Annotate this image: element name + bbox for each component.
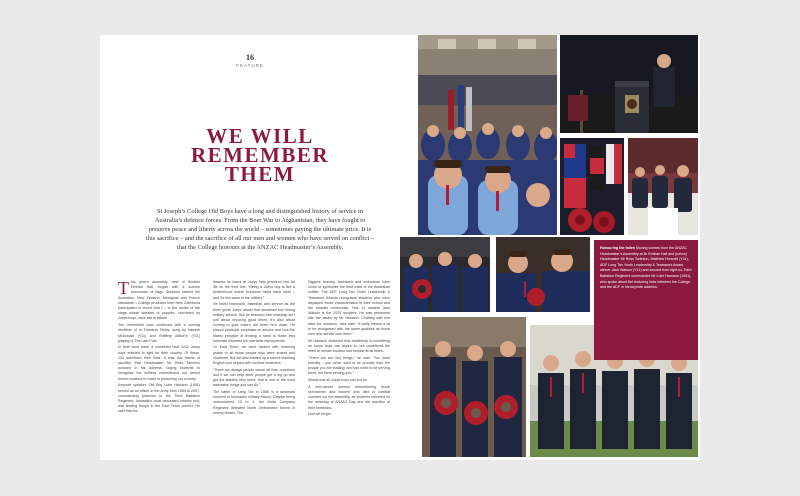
body-column-3 [308,280,390,419]
body-column-2 [213,280,295,418]
body-paragraph: Diggers’ bravery, teamwork and endurance have come to symbolise the best traits of the Australian soldier. The ADF Long Tan Youth Leadership & Teamwork Awards recognises students who have displayed those characteristics in their school and the broader community. Year 11 student Jack Watson is the 2020 recipient. He was presented with the award by Mr Hamann. Chatting with him after the occasion, Jack said: “It really means a lot to be recognised with the same qualities as those men who served over there.” [308,280,390,337]
folio [100,53,400,68]
speaker-podium-photo [560,35,698,133]
body-paragraph: “There are always people worse off than ourselves and if we can help other people get a leg up and get the stability they need, that is one of the most admirable things you can do.” [213,367,295,388]
body-paragraph: his year’s assembly, held in Brother Emilian Hall, began with a solemn procession of flags. Students carried the Australian, New Zealand, Aboriginal and French standards – College produces from New Caledonia participated in World War I – to the centre of the stage where wreaths of poppies, crocheted by Joeys boys, were laid in tribute. [118,280,200,321]
caption-text: Moving scenes from the ANZAC Headmaster’s Assembly at Br Emilian Hall and (below) Headmaster Mr Ross Tarlinton, Matthew Horsnell (Y11), ADF Long Tan Youth Leadership & Teamwork Award winner Jack Watson (Y11) and second from right ex-Third Battalion Regiment commander Mr Luke Hamann (1981), who spoke about the enduring links between the College and the ADF in his keynote address. [600,246,692,290]
body-paragraph: Words that all Joeys boys can live by. [308,378,368,383]
caption-lead: Honouring the fallen [600,246,635,250]
body-paragraph: In both word wars, a combined total 1242 Joeys boys enlisted to fight for their country. Of these, 124 sacrificed their lives. It was this theme of sacrifice that Headmaster Mr Ross Tarlinton pursued in his address, urging students to recognise the selfless commitment our armed forces continue to make in protecting our country. [118,345,200,381]
left-page [100,35,400,460]
body-column-1 [118,280,200,416]
body-paragraph: lessons he learnt at Joeys help prepared him for life on the front line. “Being a Joeys boy is like a brotherhood where everyone helps each other – and it’s the same in the military.” [213,280,295,300]
section-label: FEATURE [236,63,264,68]
wreath-procession-photo [422,317,526,457]
dignitaries-photo [628,138,698,235]
body-paragraph: Lest we forget. [308,412,332,417]
photo-caption [594,240,698,360]
headline [140,124,380,186]
body-paragraph: The battle of Long Tan in 1966 is a landmark moment in Australia’s military history. Despite being outnumbered 10 to 1, the Delta Company Regiment defeated North Vietnamese forces in enemy terrain. The [213,390,295,415]
intro-paragraph: St Joseph’s College Old Boys have a long and distinguished history of service in Australia’s defence forces. From the Boer War to Afghanistan, they have fought to preserve peace and liberty across the world – sometimes paying the ultimate price. It is this sacrifice – and the sacrifice of all our men and women who have served on conflict – that the College honours at the ANZAC Headmaster’s Assembly. [145,208,375,251]
body-text [118,280,390,455]
body-paragraph: A one-minute silence remembering those servicemen and women who died in combat rounded out the assembly, as students reflected on the meaning of ANZAC Day and the sacrifice of their forebears. [308,384,390,410]
students-closeup-photo [496,237,590,312]
body-paragraph: “In East Timor, we were tasked with restoring peace to all those people who were scared and shattered. But we also started up a school teaching English and helped with medical treatment. [213,345,295,366]
magazine-spread [100,35,700,460]
body-paragraph: He listed teamwork, mateship and service as the three great Joeys values that sustained him during military service. But he stressed that mateship isn’t just about enjoying good times, it’s also about coming to your mate’s aid when he’s down. He placed particular emphasis on service and how the Marist principle of lending a hand to those less fortunate informed his overseas deployments. [213,302,295,343]
body-paragraph: “There are two key things,” he said. “You need humility – you never want to be prouder than the people you are leading; and you need to be serving them, not them serving you.” [308,355,390,376]
students-wreaths-photo [400,237,490,312]
headline-line-3: THEM [224,162,296,186]
drop-cap: T [118,278,129,298]
headline-line-1: WE WILL [206,124,314,148]
body-paragraph: The reverential tone continued with a moving rendition of In Flanders Fields, sung by Hamish McDonald (Y11) and Rafferty Allison’s (Y11) playing of The Last Post. [118,323,200,343]
assembly-hall-photo [418,35,557,235]
headline-line-2: REMEMBER [191,143,329,167]
page-number: 16 [246,53,254,62]
flags-photo [560,138,624,235]
body-paragraph: Mr Hamann observed that leadership is something all Joeys boys can aspire to, but underlined the need to remain modest and humble at all times. [308,338,390,354]
body-paragraph: Keynote speaker, Old Boy Luke Hamann (1981) served as an officer in the army from 1984 to 2007, commanding platoons in the Third Battalion Regiment, Australia’s most decorated infantry unit, and leading troops in the East Timor conflict. He said that the [118,383,200,414]
